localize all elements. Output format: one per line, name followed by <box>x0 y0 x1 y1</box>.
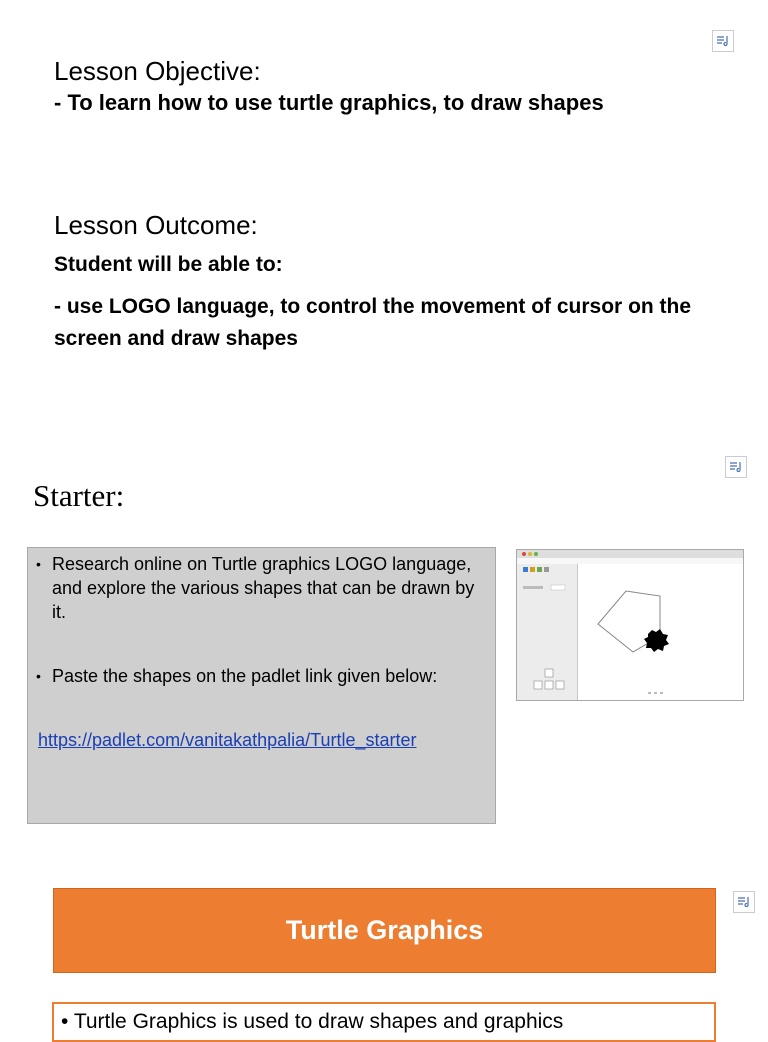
minimize-icon <box>528 552 532 556</box>
bullet-text: Turtle Graphics is used to draw shapes and graphics <box>73 1010 564 1033</box>
list-item <box>36 664 486 688</box>
outcome-subtitle: Student will be able to: <box>54 253 283 276</box>
close-icon <box>522 552 526 556</box>
padlet-link[interactable]: https://padlet.com/vanitakathpalia/Turtle_starter <box>38 730 417 750</box>
turtle-app-screenshot <box>516 549 744 701</box>
objective-text: - To learn how to use turtle graphics, to draw shapes <box>54 90 604 115</box>
window-sidebar <box>517 564 578 700</box>
starter-box <box>27 547 496 824</box>
starter-title: Starter: <box>33 478 125 513</box>
outcome-text: - use LOGO language, to control the movement of cursor on the screen and draw shapes <box>54 295 692 350</box>
bullet-icon: • <box>61 1010 69 1033</box>
objective-label: Lesson Objective: <box>54 56 261 86</box>
turtle-graphics-text-box <box>52 1002 716 1042</box>
zoom-icon <box>534 552 538 556</box>
speaker-notes-icon[interactable] <box>712 30 734 52</box>
turtle-graphics-title: Turtle Graphics <box>53 888 716 973</box>
bullet-text: Paste the shapes on the padlet link given below: <box>52 666 438 686</box>
speaker-notes-icon[interactable] <box>725 456 747 478</box>
drawing-canvas <box>578 564 743 700</box>
speaker-notes-icon[interactable] <box>733 891 755 913</box>
outcome-label: Lesson Outcome: <box>54 210 258 240</box>
bullet-icon: • <box>36 556 41 572</box>
list-item <box>36 552 486 624</box>
bullet-text: Research online on Turtle graphics LOGO language, and explore the various shapes that can be drawn by it. <box>52 554 475 622</box>
bullet-icon: • <box>36 668 41 684</box>
